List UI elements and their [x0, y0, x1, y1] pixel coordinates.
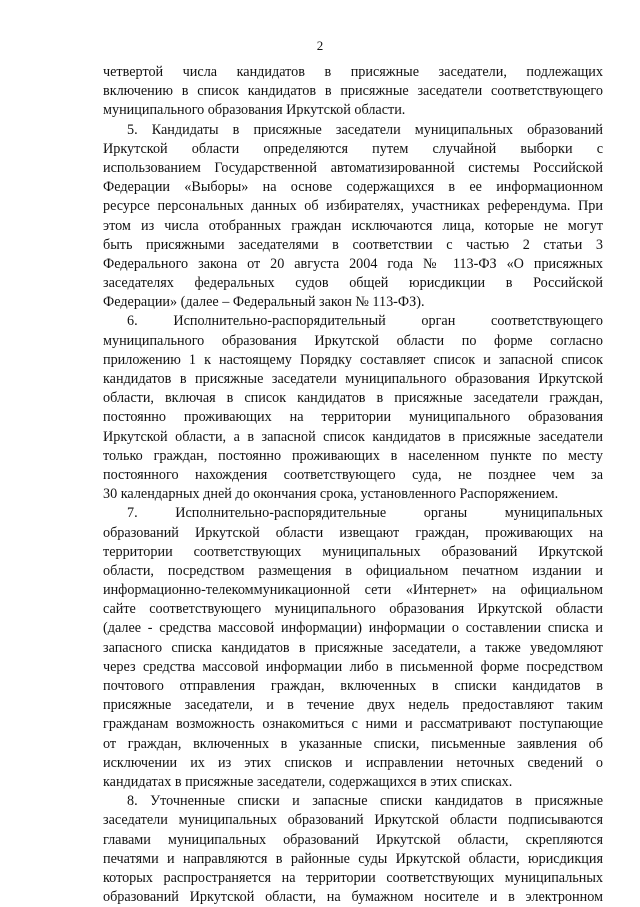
- text-line: быть присяжными заседателями в соответствии с частью 2 статьи 3: [103, 236, 603, 253]
- text-line: Федерального закона от 20 августа 2004 года № 113-ФЗ «О присяжных: [103, 255, 603, 272]
- text-line: области, посредством размещения в официальном печатном издании и: [103, 562, 603, 579]
- text-line: Иркутской области определяются путем случайной выборки с: [103, 140, 603, 157]
- text-line: области, включая в список кандидатов в присяжные заседатели граждан,: [103, 390, 603, 407]
- text-line: 8. Уточненные списки и запасные списки кандидатов в присяжные: [127, 793, 603, 810]
- text-line: запасного списка кандидатов в присяжные заседатели, а также уведомляют: [103, 639, 603, 656]
- text-line: образований Иркутской области извещают граждан, проживающих на: [103, 524, 603, 541]
- document-body: [103, 63, 603, 907]
- text-line: которых распространяется на территории соответствующих муниципальных: [103, 869, 603, 886]
- text-line: 30 календарных дней до окончания срока, установленного Распоряжением.: [103, 486, 559, 503]
- text-line: Федерации» (далее – Федеральный закон № 113-ФЗ).: [103, 294, 425, 311]
- text-line: приложению 1 к настоящему Порядку составляет список и запасной список: [103, 351, 603, 368]
- text-line: исключении их из этих списков и исправлении неточных сведений о: [103, 754, 603, 771]
- text-line: кандидатов в присяжные заседатели муниципального образования Иркутской: [103, 371, 603, 387]
- text-line: Федерации «Выборы» на основе содержащихся в ее информационном: [103, 179, 603, 196]
- text-line: гражданам возможность ознакомиться с ними и рассматривают поступающие: [103, 716, 603, 733]
- text-line: печатями и направляются в районные суды Иркутской области, юрисдикция: [103, 850, 603, 867]
- text-line: ресурсе персональных данных об избирателях, участниках референдума. При: [103, 198, 603, 215]
- text-line: четвертой числа кандидатов в присяжные заседатели, подлежащих: [103, 64, 603, 80]
- text-line: 7. Исполнительно-распорядительные органы муниципальных: [127, 505, 603, 522]
- text-line: постоянно проживающих на территории муниципального образования: [103, 409, 603, 426]
- page-number: 2: [316, 38, 324, 53]
- text-line: 5. Кандидаты в присяжные заседатели муниципальных образований: [127, 121, 603, 138]
- text-line: заседателях федеральных судов общей юрисдикции в Российской: [103, 275, 603, 292]
- text-line: муниципального образования Иркутской области по форме согласно: [103, 332, 603, 349]
- text-line: только граждан, постоянно проживающих в населенном пункте по месту: [103, 447, 603, 464]
- text-line: через средства массовой информации либо в письменной форме посредством: [103, 658, 603, 675]
- text-line: включению в список кандидатов в присяжные заседатели соответствующего: [103, 83, 603, 100]
- text-line: территории соответствующих муниципальных образований Иркутской: [103, 543, 603, 560]
- text-line: Иркутской области, а в запасной список кандидатов в присяжные заседатели: [103, 428, 603, 445]
- text-line: заседатели муниципальных образований Иркутской области подписываются: [103, 812, 603, 829]
- text-line: постоянного нахождения соответствующего суда, не позднее чем за: [103, 466, 603, 483]
- text-line: (далее - средства массовой информации) информации о составлении списка и: [103, 620, 603, 637]
- text-line: кандидатах в присяжные заседатели, содержащихся в этих списках.: [103, 773, 513, 790]
- text-line: 6. Исполнительно-распорядительный орган соответствующего: [127, 313, 603, 330]
- text-line: сайте соответствующего муниципального образования Иркутской области: [103, 601, 603, 618]
- text-line: образований Иркутской области, на бумажном носителе и в электронном: [103, 889, 603, 906]
- text-line: от граждан, включенных в указанные списки, письменные заявления об: [103, 735, 603, 752]
- text-line: использованием Государственной автоматизированной системы Российской: [103, 159, 603, 176]
- text-line: почтового отправления граждан, включенных в списки кандидатов в: [103, 678, 603, 694]
- text-line: этом из числа отобранных граждан исключаются лица, которые не могут: [103, 217, 603, 234]
- text-line: муниципального образования Иркутской области.: [103, 102, 406, 119]
- text-line: присяжные заседатели, и в течение двух недель предоставляют таким: [103, 697, 603, 714]
- text-line: главами муниципальных образований Иркутской области, скрепляются: [103, 831, 603, 848]
- text-line: информационно-телекоммуникационной сети «Интернет» на официальном: [103, 582, 603, 599]
